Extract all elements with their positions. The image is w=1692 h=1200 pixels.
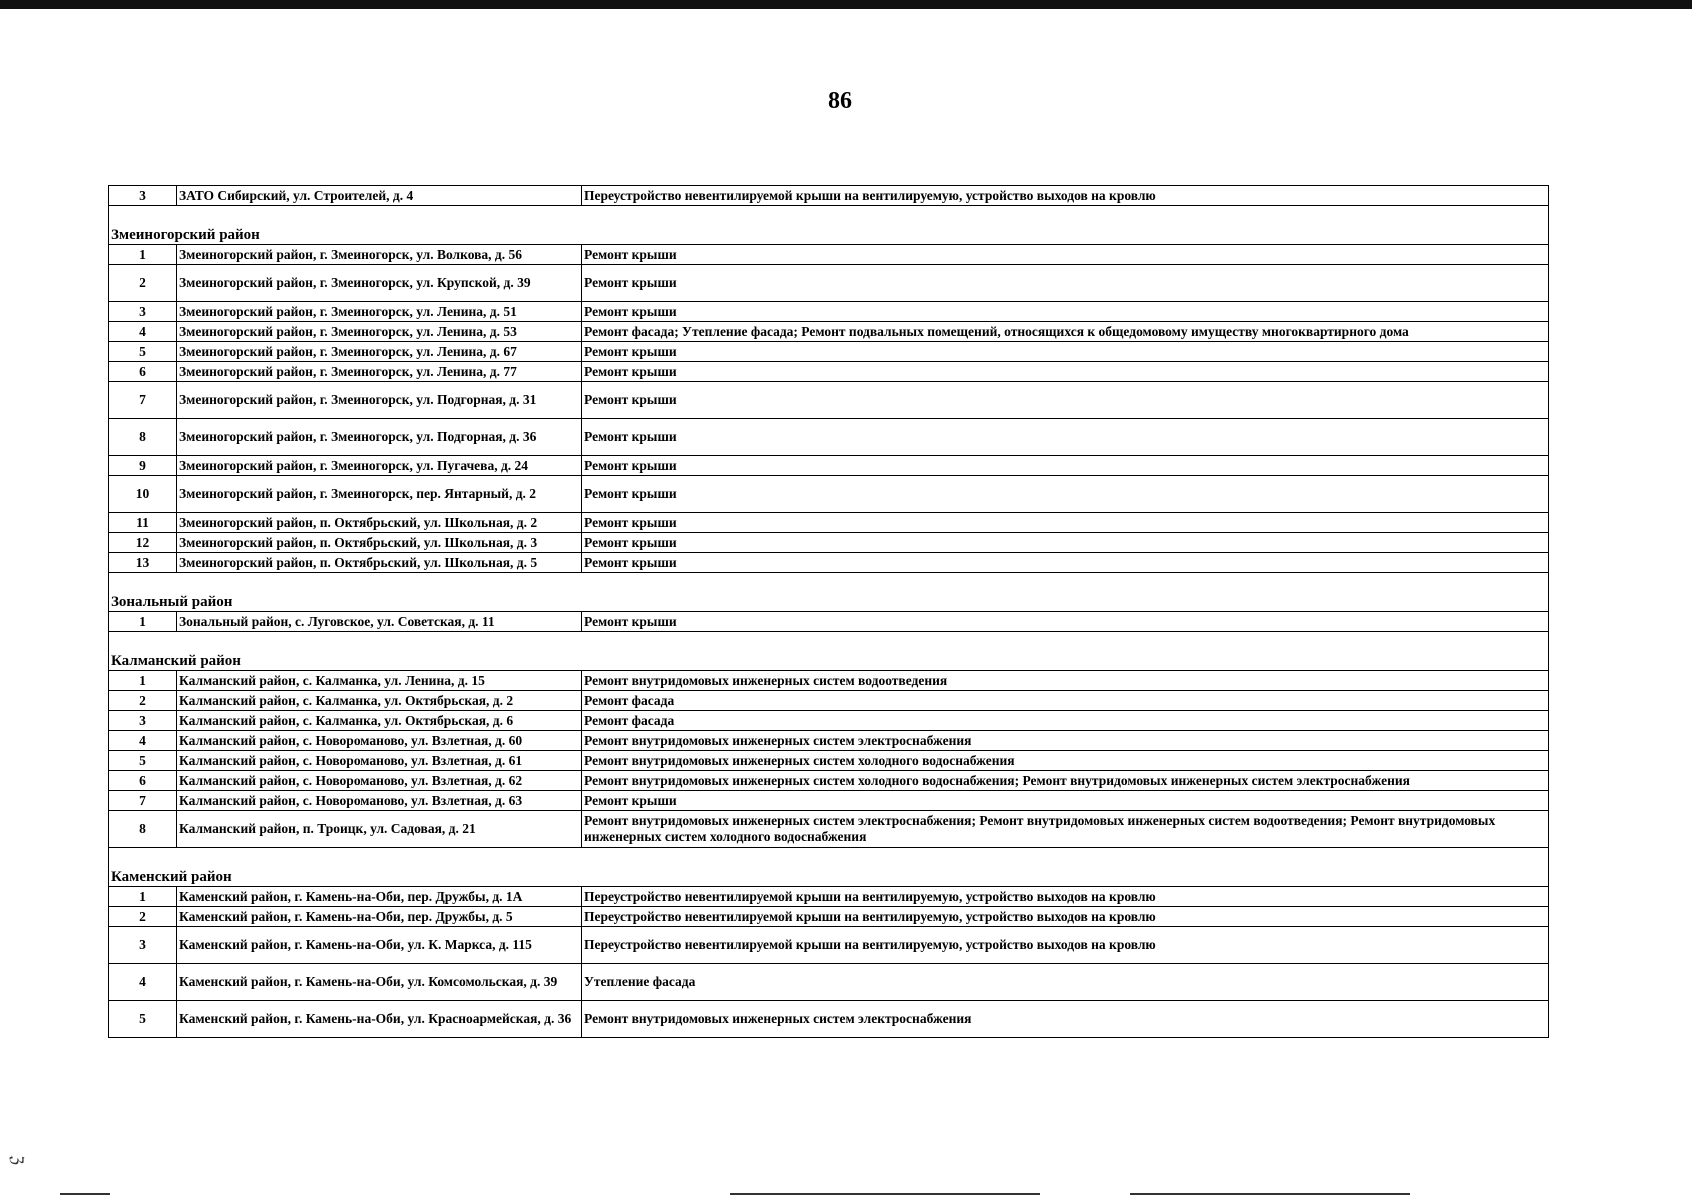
scan-bottom-line bbox=[730, 1193, 1040, 1195]
table-row bbox=[109, 887, 1549, 907]
table-row bbox=[109, 362, 1549, 382]
row-work-type: Ремонт крыши bbox=[582, 245, 1549, 265]
table-row bbox=[109, 533, 1549, 553]
repair-schedule-table bbox=[108, 185, 1549, 1038]
table-row bbox=[109, 811, 1549, 848]
table-row bbox=[109, 513, 1549, 533]
row-work-type: Ремонт внутридомовых инженерных систем электроснабжения bbox=[582, 1001, 1549, 1038]
row-address: Калманский район, с. Калманка, ул. Октябрьская, д. 2 bbox=[177, 691, 582, 711]
row-address: Калманский район, с. Калманка, ул. Ленина, д. 15 bbox=[177, 671, 582, 691]
row-number: 1 bbox=[109, 245, 177, 265]
table-row bbox=[109, 342, 1549, 362]
row-address: Каменский район, г. Камень-на-Оби, пер. Дружбы, д. 5 bbox=[177, 907, 582, 927]
row-address: Зональный район, с. Луговское, ул. Советская, д. 11 bbox=[177, 612, 582, 632]
row-work-type: Переустройство невентилируемой крыши на вентилируемую, устройство выходов на кровлю bbox=[582, 186, 1549, 206]
section-header-row bbox=[109, 226, 1549, 245]
row-address: Каменский район, г. Камень-на-Оби, пер. Дружбы, д. 1А bbox=[177, 887, 582, 907]
section-header-row bbox=[109, 652, 1549, 671]
margin-handwriting-mark: ℨ bbox=[7, 1155, 25, 1165]
row-number: 2 bbox=[109, 265, 177, 302]
row-number: 8 bbox=[109, 811, 177, 848]
spacer-cell bbox=[109, 573, 1549, 594]
table-row bbox=[109, 186, 1549, 206]
row-number: 7 bbox=[109, 382, 177, 419]
table-row bbox=[109, 691, 1549, 711]
row-number: 6 bbox=[109, 362, 177, 382]
row-number: 10 bbox=[109, 476, 177, 513]
table-row bbox=[109, 553, 1549, 573]
row-address: Змеиногорский район, г. Змеиногорск, ул. Подгорная, д. 31 bbox=[177, 382, 582, 419]
table-row bbox=[109, 751, 1549, 771]
table-row bbox=[109, 711, 1549, 731]
table-body bbox=[109, 186, 1549, 1038]
row-address: Змеиногорский район, г. Змеиногорск, ул. Волкова, д. 56 bbox=[177, 245, 582, 265]
row-number: 8 bbox=[109, 419, 177, 456]
table-row bbox=[109, 612, 1549, 632]
row-work-type: Ремонт фасада; Утепление фасада; Ремонт подвальных помещений, относящихся к общедомовому имуществу многоквартирного дома bbox=[582, 322, 1549, 342]
row-work-type: Ремонт внутридомовых инженерных систем водоотведения bbox=[582, 671, 1549, 691]
row-work-type: Переустройство невентилируемой крыши на вентилируемую, устройство выходов на кровлю bbox=[582, 907, 1549, 927]
table-row bbox=[109, 1001, 1549, 1038]
table-row bbox=[109, 671, 1549, 691]
row-address: Калманский район, п. Троицк, ул. Садовая, д. 21 bbox=[177, 811, 582, 848]
row-address: Каменский район, г. Камень-на-Оби, ул. К. Маркса, д. 115 bbox=[177, 927, 582, 964]
row-number: 2 bbox=[109, 907, 177, 927]
section-spacer bbox=[109, 848, 1549, 869]
table-row bbox=[109, 927, 1549, 964]
row-work-type: Ремонт крыши bbox=[582, 362, 1549, 382]
row-address: Змеиногорский район, г. Змеиногорск, ул. Пугачева, д. 24 bbox=[177, 456, 582, 476]
row-work-type: Ремонт крыши bbox=[582, 513, 1549, 533]
row-number: 2 bbox=[109, 691, 177, 711]
table-row bbox=[109, 419, 1549, 456]
row-address: ЗАТО Сибирский, ул. Строителей, д. 4 bbox=[177, 186, 582, 206]
section-title: Каменский район bbox=[109, 868, 1549, 887]
row-work-type: Переустройство невентилируемой крыши на вентилируемую, устройство выходов на кровлю bbox=[582, 927, 1549, 964]
table-row bbox=[109, 791, 1549, 811]
spacer-cell bbox=[109, 848, 1549, 869]
row-work-type: Ремонт крыши bbox=[582, 456, 1549, 476]
repair-schedule-table-wrapper bbox=[108, 185, 1548, 1038]
row-number: 3 bbox=[109, 186, 177, 206]
row-address: Змеиногорский район, п. Октябрьский, ул. Школьная, д. 2 bbox=[177, 513, 582, 533]
table-row bbox=[109, 771, 1549, 791]
row-work-type: Ремонт внутридомовых инженерных систем холодного водоснабжения; Ремонт внутридомовых инженерных систем электроснабжения bbox=[582, 771, 1549, 791]
row-number: 5 bbox=[109, 342, 177, 362]
section-spacer bbox=[109, 573, 1549, 594]
row-address: Калманский район, с. Новороманово, ул. Взлетная, д. 61 bbox=[177, 751, 582, 771]
scan-bottom-line bbox=[1130, 1193, 1410, 1195]
spacer-cell bbox=[109, 632, 1549, 653]
row-work-type: Утепление фасада bbox=[582, 964, 1549, 1001]
row-address: Змеиногорский район, г. Змеиногорск, пер. Янтарный, д. 2 bbox=[177, 476, 582, 513]
section-title: Калманский район bbox=[109, 652, 1549, 671]
section-title: Зональный район bbox=[109, 593, 1549, 612]
row-number: 1 bbox=[109, 612, 177, 632]
row-address: Калманский район, с. Новороманово, ул. Взлетная, д. 60 bbox=[177, 731, 582, 751]
row-number: 1 bbox=[109, 671, 177, 691]
row-address: Змеиногорский район, г. Змеиногорск, ул. Крупской, д. 39 bbox=[177, 265, 582, 302]
row-address: Калманский район, с. Калманка, ул. Октябрьская, д. 6 bbox=[177, 711, 582, 731]
spacer-cell bbox=[109, 206, 1549, 227]
table-row bbox=[109, 476, 1549, 513]
row-number: 4 bbox=[109, 731, 177, 751]
row-work-type: Ремонт внутридомовых инженерных систем электроснабжения; Ремонт внутридомовых инженерных систем водоотведения; Ремонт внутридомовых инженерных систем холодного водоснабжения bbox=[582, 811, 1549, 848]
row-work-type: Ремонт внутридомовых инженерных систем электроснабжения bbox=[582, 731, 1549, 751]
table-row bbox=[109, 322, 1549, 342]
row-work-type: Ремонт крыши bbox=[582, 419, 1549, 456]
row-address: Каменский район, г. Камень-на-Оби, ул. Комсомольская, д. 39 bbox=[177, 964, 582, 1001]
table-row bbox=[109, 302, 1549, 322]
scan-bottom-line bbox=[60, 1193, 110, 1195]
row-address: Змеиногорский район, г. Змеиногорск, ул. Подгорная, д. 36 bbox=[177, 419, 582, 456]
row-number: 3 bbox=[109, 927, 177, 964]
table-row bbox=[109, 245, 1549, 265]
row-address: Калманский район, с. Новороманово, ул. Взлетная, д. 63 bbox=[177, 791, 582, 811]
table-row bbox=[109, 964, 1549, 1001]
row-work-type: Ремонт крыши bbox=[582, 476, 1549, 513]
row-address: Змеиногорский район, г. Змеиногорск, ул. Ленина, д. 77 bbox=[177, 362, 582, 382]
row-address: Змеиногорский район, г. Змеиногорск, ул. Ленина, д. 51 bbox=[177, 302, 582, 322]
row-work-type: Ремонт крыши bbox=[582, 791, 1549, 811]
row-number: 4 bbox=[109, 964, 177, 1001]
row-work-type: Ремонт внутридомовых инженерных систем холодного водоснабжения bbox=[582, 751, 1549, 771]
row-work-type: Ремонт крыши bbox=[582, 533, 1549, 553]
row-number: 9 bbox=[109, 456, 177, 476]
row-address: Каменский район, г. Камень-на-Оби, ул. Красноармейская, д. 36 bbox=[177, 1001, 582, 1038]
row-number: 3 bbox=[109, 711, 177, 731]
row-work-type: Ремонт фасада bbox=[582, 691, 1549, 711]
row-address: Змеиногорский район, г. Змеиногорск, ул. Ленина, д. 67 bbox=[177, 342, 582, 362]
row-number: 1 bbox=[109, 887, 177, 907]
page-number: 86 bbox=[828, 88, 852, 114]
row-number: 13 bbox=[109, 553, 177, 573]
row-work-type: Ремонт крыши bbox=[582, 553, 1549, 573]
row-number: 5 bbox=[109, 1001, 177, 1038]
table-row bbox=[109, 731, 1549, 751]
table-row bbox=[109, 456, 1549, 476]
row-number: 5 bbox=[109, 751, 177, 771]
table-row bbox=[109, 382, 1549, 419]
row-number: 4 bbox=[109, 322, 177, 342]
row-address: Змеиногорский район, г. Змеиногорск, ул. Ленина, д. 53 bbox=[177, 322, 582, 342]
row-work-type: Ремонт крыши bbox=[582, 302, 1549, 322]
row-work-type: Ремонт крыши bbox=[582, 612, 1549, 632]
table-row bbox=[109, 907, 1549, 927]
row-number: 11 bbox=[109, 513, 177, 533]
row-work-type: Ремонт крыши bbox=[582, 382, 1549, 419]
section-spacer bbox=[109, 206, 1549, 227]
row-address: Калманский район, с. Новороманово, ул. Взлетная, д. 62 bbox=[177, 771, 582, 791]
section-spacer bbox=[109, 632, 1549, 653]
row-number: 3 bbox=[109, 302, 177, 322]
row-number: 7 bbox=[109, 791, 177, 811]
section-header-row bbox=[109, 868, 1549, 887]
section-title: Змеиногорский район bbox=[109, 226, 1549, 245]
row-address: Змеиногорский район, п. Октябрьский, ул. Школьная, д. 5 bbox=[177, 553, 582, 573]
row-work-type: Ремонт крыши bbox=[582, 265, 1549, 302]
row-work-type: Ремонт крыши bbox=[582, 342, 1549, 362]
row-work-type: Переустройство невентилируемой крыши на вентилируемую, устройство выходов на кровлю bbox=[582, 887, 1549, 907]
row-number: 6 bbox=[109, 771, 177, 791]
scan-top-border bbox=[0, 0, 1692, 9]
row-address: Змеиногорский район, п. Октябрьский, ул. Школьная, д. 3 bbox=[177, 533, 582, 553]
row-number: 12 bbox=[109, 533, 177, 553]
row-work-type: Ремонт фасада bbox=[582, 711, 1549, 731]
section-header-row bbox=[109, 593, 1549, 612]
table-row bbox=[109, 265, 1549, 302]
